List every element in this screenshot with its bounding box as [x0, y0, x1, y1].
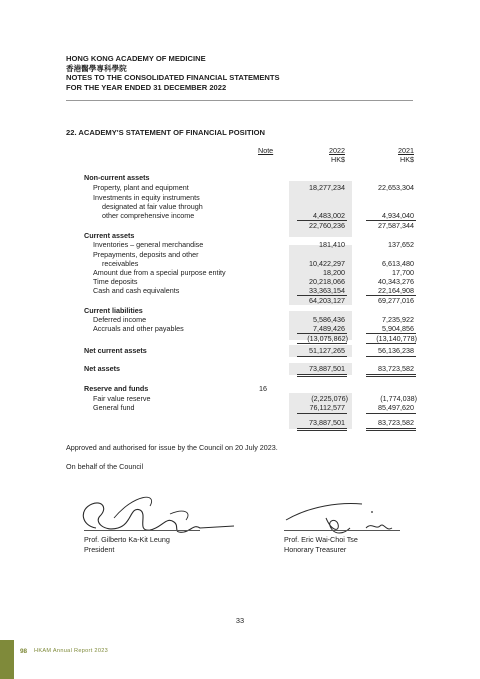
current-assets-heading: Current assets	[84, 231, 135, 240]
current-liabilities-heading: Current liabilities	[84, 306, 143, 315]
row-label: Amount due from a special purpose entity	[93, 268, 226, 277]
subtotal-rule	[366, 343, 416, 344]
value-2022: 76,112,577	[309, 403, 345, 412]
row-label: Property, plant and equipment	[93, 183, 189, 192]
subtotal-2021: 69,277,016	[378, 296, 414, 305]
footer-accent-tab	[0, 640, 14, 679]
signatory-title: Honorary Treasurer	[284, 545, 347, 554]
value-2021: 40,343,276	[378, 277, 414, 286]
subtotal-2021: (13,140,778)	[376, 334, 417, 343]
subtotal-rule	[297, 343, 347, 344]
total-rule	[366, 374, 416, 375]
value-2021: 22,164,908	[378, 286, 414, 295]
total-rule	[297, 428, 347, 429]
row-label: designated at fair value through	[102, 202, 203, 211]
total-rule	[297, 374, 347, 375]
total-rule	[297, 356, 347, 357]
signatory-name: Prof. Gilberto Ka-Kit Leung	[84, 535, 170, 544]
header-divider	[66, 100, 413, 101]
note-reference: 16	[259, 384, 267, 393]
reserve-funds-heading: Reserve and funds	[84, 384, 149, 393]
value-2022: 10,422,297	[309, 259, 345, 268]
value-2021: 17,700	[392, 268, 414, 277]
total-double-rule	[297, 430, 347, 431]
value-2021: 4,934,040	[382, 211, 414, 220]
value-2022: (2,225,076)	[311, 394, 348, 403]
signature-line	[284, 530, 400, 531]
signatory-title: President	[84, 545, 115, 554]
subtotal-2022: 22,760,236	[309, 221, 345, 230]
year-2022-header: 2022	[329, 146, 345, 155]
value-2021: 85,497,620	[378, 403, 414, 412]
subtotal-2022: 64,203,127	[309, 296, 345, 305]
value-2022: 73,887,501	[309, 364, 345, 373]
org-name: HONG KONG ACADEMY OF MEDICINE	[66, 54, 206, 63]
value-2022: 20,218,066	[309, 277, 345, 286]
year-2021-header: 2021	[398, 146, 414, 155]
row-label: General fund	[93, 403, 135, 412]
value-2022: 18,200	[323, 268, 345, 277]
value-2022: 5,586,436	[313, 315, 345, 324]
subtotal-2022: (13,075,862)	[307, 334, 348, 343]
total-double-rule	[366, 430, 416, 431]
value-2022: 33,363,154	[309, 286, 345, 295]
net-assets-label: Net assets	[84, 364, 120, 373]
total-2021: 83,723,582	[378, 418, 414, 427]
org-name-chinese: 香港醫學專科學院	[66, 63, 127, 73]
signatory-name: Prof. Eric Wai-Choi Tse	[284, 535, 358, 544]
row-label: Fair value reserve	[93, 394, 151, 403]
value-2022: 18,277,234	[309, 183, 345, 192]
subtotal-rule	[366, 413, 416, 414]
page-number: 33	[235, 616, 245, 625]
value-2021: (1,774,038)	[380, 394, 417, 403]
value-2022: 51,127,265	[309, 346, 345, 355]
total-double-rule	[366, 376, 416, 377]
total-double-rule	[297, 376, 347, 377]
subtotal-2021: 27,587,344	[378, 221, 414, 230]
document-header	[66, 54, 280, 92]
statement-title: NOTES TO THE CONSOLIDATED FINANCIAL STATEMENTS	[66, 73, 280, 83]
value-2021: 5,904,856	[382, 324, 414, 333]
row-label: Inventories – general merchandise	[93, 240, 204, 249]
report-page-number: 98	[20, 648, 28, 655]
value-2021: 6,613,480	[382, 259, 414, 268]
value-2022: 7,489,426	[313, 324, 345, 333]
unit-2021: HK$	[400, 155, 414, 164]
behalf-statement: On behalf of the Council	[66, 462, 144, 471]
value-2022: 4,483,002	[313, 211, 345, 220]
subtotal-rule	[297, 413, 347, 414]
value-2021: 22,653,304	[378, 183, 414, 192]
row-label: Deferred income	[93, 315, 147, 324]
row-label: other comprehensive income	[102, 211, 195, 220]
row-label: Accruals and other payables	[93, 324, 184, 333]
value-2021: 7,235,922	[382, 315, 414, 324]
total-rule	[366, 356, 416, 357]
row-label: Prepayments, deposits and other	[93, 250, 199, 259]
total-rule	[366, 428, 416, 429]
report-title: HKAM Annual Report 2023	[34, 648, 109, 654]
row-label: receivables	[102, 259, 139, 268]
total-2022: 73,887,501	[309, 418, 345, 427]
section-title: 22. ACADEMY'S STATEMENT OF FINANCIAL POSITION	[66, 128, 265, 137]
row-label: Time deposits	[93, 277, 138, 286]
value-2022: 181,410	[319, 240, 345, 249]
signature-line	[84, 530, 200, 531]
value-2021: 83,723,582	[378, 364, 414, 373]
non-current-assets-heading: Non-current assets	[84, 173, 150, 182]
row-label: Cash and cash equivalents	[93, 286, 180, 295]
net-current-assets-label: Net current assets	[84, 346, 147, 355]
row-label: Investments in equity instruments	[93, 193, 200, 202]
value-2021: 56,136,238	[378, 346, 414, 355]
approval-statement: Approved and authorised for issue by the Council on 20 July 2023.	[66, 443, 278, 452]
note-column-header: Note	[258, 146, 274, 155]
value-2021: 137,652	[388, 240, 414, 249]
statement-period: FOR THE YEAR ENDED 31 DECEMBER 2022	[66, 82, 227, 92]
unit-2022: HK$	[331, 155, 345, 164]
